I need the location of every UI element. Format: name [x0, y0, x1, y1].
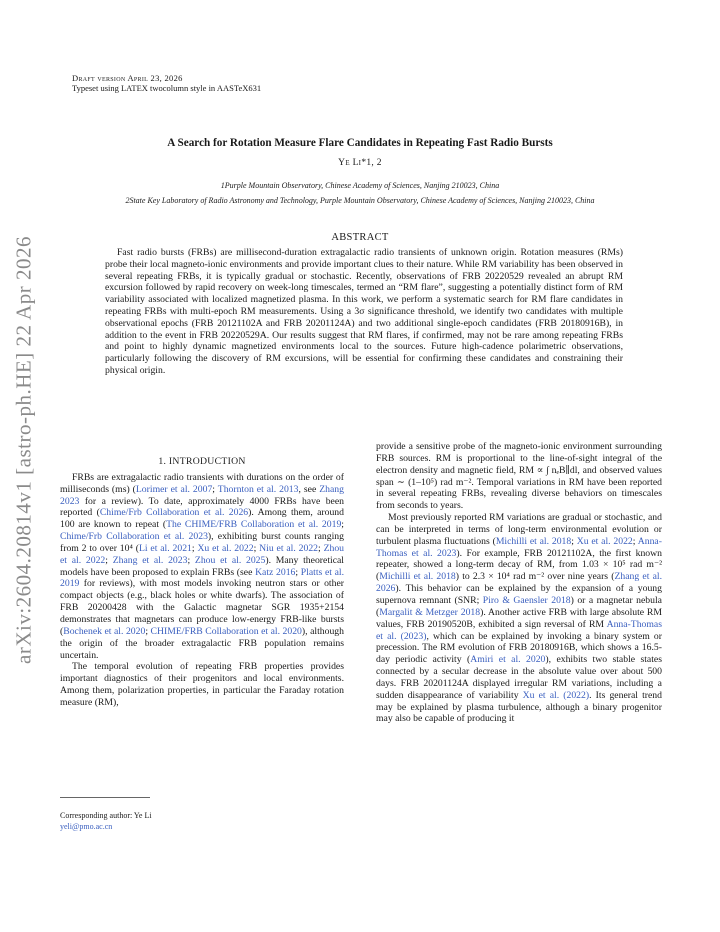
citation-link[interactable]: Michilli et al. 2018 — [379, 571, 456, 583]
draft-version: Draft version April 23, 2026 — [72, 73, 183, 83]
citation-link[interactable]: Niu et al. 2022 — [259, 542, 319, 554]
citation-link[interactable]: Chime/Frb Collaboration et al. 2026 — [99, 507, 249, 519]
paragraph-text: ). Many theoretical models have been proposed to explain FRBs (see — [60, 554, 344, 578]
citation-link[interactable]: Zhou et al. 2025 — [194, 554, 266, 566]
paragraph-text: ). For example, FRB 20121102A, the first known repeater, showed a long-term decay of RM, from 1.03 × 10⁵ rad m⁻² ( — [376, 547, 662, 583]
citation-link[interactable]: Katz 2016 — [255, 566, 296, 578]
paragraph-text: ), exhibits two stable states connected by a secular decrease in the absolute value over about 500 days. FRB 20201124A displayed irregular RM variations, including a sudden disappearance of variability — [376, 654, 662, 701]
paragraph-text: ; — [341, 519, 344, 531]
citation-link[interactable]: Lorimer et al. 2007 — [135, 483, 213, 495]
affiliation-2: 2State Key Laboratory of Radio Astronomy and Technology, Purple Mountain Observatory, Chinese Academy of Sciences, Nanjing 210023, China — [125, 196, 595, 205]
paragraph-text: ; — [318, 542, 324, 554]
abstract-heading: ABSTRACT — [331, 232, 389, 243]
column-right — [376, 441, 662, 725]
intro-paragraph-4 — [376, 512, 662, 725]
citation-link[interactable]: Thornton et al. 2013 — [217, 483, 299, 495]
paragraph-text: ; — [571, 535, 577, 547]
citation-link[interactable]: Zhang et al. 2026 — [376, 571, 662, 595]
citation-link[interactable]: Anna-Thomas et al. (2023) — [376, 618, 662, 642]
paper-title: A Search for Rotation Measure Flare Candidates in Repeating Fast Radio Bursts — [167, 137, 553, 149]
section-heading: 1. INTRODUCTION — [158, 456, 246, 467]
footnote-rule — [60, 797, 150, 798]
citation-link[interactable]: Zhou et al. 2022 — [60, 542, 345, 566]
paragraph-text: . Its general trend may be explained by plasma turbulence, although a binary progenitor may also be capable of producing it — [376, 689, 662, 725]
corresponding-author: Corresponding author: Ye Li — [60, 811, 152, 820]
citation-link[interactable]: Zhang 2023 — [60, 483, 344, 507]
paragraph-text: ). Another active FRB with large absolute RM values, FRB 20190520B, exhibited a sign reversal of RM — [376, 606, 663, 630]
citation-link[interactable]: The CHIME/FRB Collaboration et al. 2019 — [166, 519, 342, 531]
paragraph-text: ; — [187, 554, 195, 566]
citation-link[interactable]: Michilli et al. 2018 — [495, 535, 572, 547]
citation-link[interactable]: Chime/Frb Collaboration et al. 2023 — [60, 531, 208, 543]
citation-link[interactable]: Amiri et al. 2020 — [470, 654, 546, 666]
arxiv-sidebar-stamp — [0, 225, 48, 675]
paragraph-text: ) to 2.3 × 10⁴ rad m⁻² over nine years ( — [455, 571, 615, 583]
intro-paragraph-3: provide a sensitive probe of the magneto-ionic environment surrounding FRB sources. RM is proportional to the line-of-sight integral of the electron density and magnetic field, RM ∝ ∫ nₑB∥dl, and observed values span ∼ (1–10⁵) rad m⁻². Temporal variations in RM have been reported in several repeating FRBs, revealing diverse behaviors on timescales from seconds to years. — [376, 441, 662, 512]
affiliation-1: 1Purple Mountain Observatory, Chinese Academy of Sciences, Nanjing 210023, China — [220, 181, 500, 190]
paragraph-text: ) or a magnetar nebula ( — [376, 594, 662, 618]
citation-link[interactable]: Xu et al. 2022 — [197, 542, 254, 554]
citation-link[interactable]: Xu et al. (2022) — [522, 689, 590, 701]
abstract-text: Fast radio bursts (FRBs) are millisecond-duration extragalactic radio transients of unknown origin. Rotation measures (RMs) probe their local magneto-ionic environments and provide important clues to their nature. While RM variability has been observed in several repeating FRBs, it is typically gradual or stochastic. Recently, observations of FRB 20220529 revealed an abrupt RM excursion followed by rapid recovery on week-long timescales, termed an “RM flare”, suggesting a potentially distinct form of RM variability associated with localized magnetized plasma. In this work, we perform a systematic search for RM flare candidates in repeating FRBs with multi-epoch RM measurements. Using a 3σ significance threshold, we identify two candidates with multiple observational epochs (FRB 20121102A and FRB 20201124A) and two additional single-epoch candidates (FRB 20180916B), in addition to the event in FRB 20220529A. Our results suggest that RM flares, if confirmed, may not be rare among repeating FRBs and point to highly dynamic magnetized environments local to the sources. Future high-cadence polarimetric observations, particularly following the discovery of RM excursions, will be essential for confirming these candidates and constraining their physical origin. — [105, 247, 623, 376]
paragraph-text: for reviews), with most models invoking neutron stars or other compact objects (e.g., black holes or white dwarfs). The association of FRB 20200428 with the Galactic magnetar SGR 1935+2154 demonstrates that magnetars can produce low-energy FRB-like bursts ( — [60, 578, 344, 637]
citation-link[interactable]: CHIME/FRB Collaboration et al. 2020 — [150, 625, 302, 637]
paragraph-text: , which can be explained by invoking a binary system or precession. The RM evolution of FRB 20180916B, which shows a 16.5-day periodic activity ( — [376, 630, 662, 666]
citation-link[interactable]: Li et al. 2021 — [138, 542, 192, 554]
paragraph-text: ; — [191, 542, 198, 554]
author-email-link[interactable]: yeli@pmo.ac.cn — [60, 822, 113, 831]
citation-link[interactable]: Anna-Thomas et al. 2023 — [376, 535, 662, 559]
paragraph-text: ). Among them, around 100 are known to repeat ( — [60, 507, 344, 531]
paragraph-text: ; — [632, 535, 638, 547]
paragraph-text: for a review). To date, approximately 4000 FRBs have been reported ( — [60, 495, 344, 519]
paragraph-text: ; — [105, 554, 113, 566]
paragraph-text: ; — [145, 625, 151, 637]
arxiv-id: arXiv:2604.20814v1 [astro-ph.HE] 22 Apr 2026 — [11, 236, 36, 664]
author-line: Ye Li*1, 2 — [338, 158, 382, 168]
intro-paragraph-1 — [60, 472, 344, 662]
paragraph-text: , see — [298, 483, 320, 495]
paragraph-text: Most previously reported RM variations are gradual or stochastic, and can be interpreted in terms of long-term environmental evolution or turbulent plasma fluctuations ( — [376, 512, 662, 547]
citation-link[interactable]: Xu et al. 2022 — [576, 535, 633, 547]
citation-link[interactable]: Zhang et al. 2023 — [112, 554, 188, 566]
paragraph-text: ; — [295, 566, 301, 578]
intro-paragraph-2: The temporal evolution of repeating FRB properties provides important diagnostics of their progenitors and local environments. Among them, polarization properties, in particular the Faraday rotation measure (RM), — [60, 661, 344, 708]
paragraph-text: ). This behavior can be explained by the expansion of a young supernova remnant (SNR; — [376, 583, 662, 606]
citation-link[interactable]: Platts et al. 2019 — [60, 566, 344, 590]
citation-link[interactable]: Bochenek et al. 2020 — [63, 625, 146, 637]
typeset-note: Typeset using LATEX twocolumn style in AASTeX631 — [72, 83, 262, 93]
citation-link[interactable]: Margalit & Metzger 2018 — [379, 606, 481, 618]
paragraph-text: ), exhibiting burst counts ranging from 2 to over 10⁴ ( — [60, 531, 344, 554]
column-left — [60, 456, 344, 709]
paragraph-text: FRBs are extragalactic radio transients with durations on the order of milliseconds (ms) ( — [60, 471, 344, 495]
paragraph-text: ; — [253, 542, 260, 554]
citation-link[interactable]: Piro & Gaensler 2018 — [482, 594, 571, 606]
paragraph-text: ; — [212, 483, 218, 495]
paragraph-text: ), although the origin of the broader extragalactic FRB population remains uncertain. — [60, 625, 344, 661]
